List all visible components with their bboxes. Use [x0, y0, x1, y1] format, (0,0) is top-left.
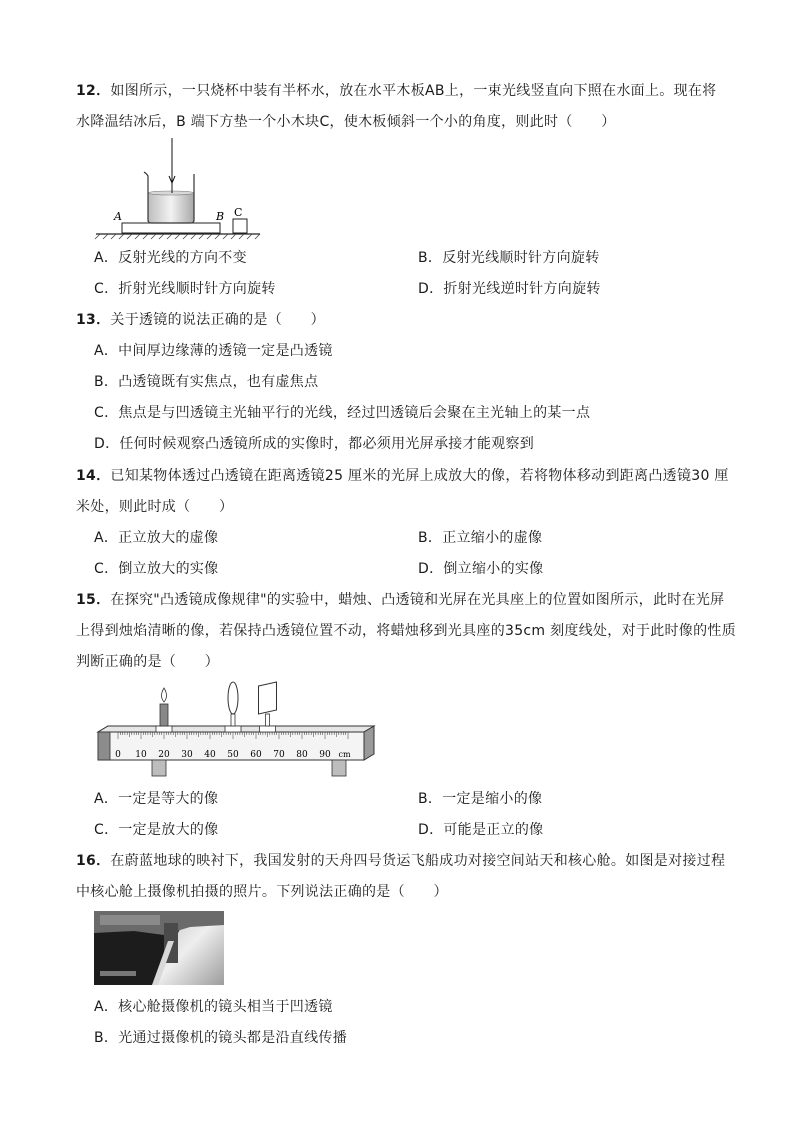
q16-number: 16．	[76, 853, 111, 869]
q15-option-d[interactable]: D．可能是正立的像	[418, 822, 544, 838]
q13-option-a[interactable]: A．中间厚边缘薄的透镜一定是凸透镜	[94, 343, 333, 359]
q14-option-b[interactable]: B．正立缩小的虚像	[418, 530, 543, 546]
scale-label: 20	[158, 750, 170, 760]
q14-line2: 米处，则此时成（ ）	[76, 499, 234, 515]
scale-label: 80	[296, 750, 308, 760]
q15-line3: 判断正确的是（ ）	[76, 654, 219, 670]
q16-line1: 16．在蔚蓝地球的映衬下，我国发射的天舟四号货运飞船成功对接空间站天和核心舱。如图是对接过程	[76, 853, 726, 869]
scale-label: 50	[227, 750, 239, 760]
q12-line2: 水降温结冰后，B 端下方垫一个小木块C，使木板倾斜一个小的角度，则此时（ ）	[76, 114, 616, 130]
q14-option-c[interactable]: C．倒立放大的实像	[94, 561, 219, 577]
scale-label: 60	[250, 750, 262, 760]
q14-number: 14．	[76, 468, 111, 484]
q13-line1: 13．关于透镜的说法正确的是（ ）	[76, 312, 325, 328]
q12-option-d[interactable]: D．折射光线逆时针方向旋转	[418, 281, 601, 297]
scale-label: 40	[204, 750, 216, 760]
q14-option-d[interactable]: D．倒立缩小的实像	[418, 561, 544, 577]
q13-number: 13．	[76, 312, 111, 328]
light-screen	[259, 682, 277, 732]
scale-unit: cm	[338, 750, 351, 759]
scale-label: 0	[115, 750, 121, 760]
scale-label: 70	[273, 750, 285, 760]
q13-option-d[interactable]: D．任何时候观察凸透镜所成的实像时，都必须用光屏承接才能观察到	[94, 436, 535, 452]
q13-option-c[interactable]: C．焦点是与凹透镜主光轴平行的光线，经过凹透镜后会聚在主光轴上的某一点	[94, 405, 591, 421]
scale-label: 90	[319, 750, 331, 760]
q14-line1: 14．已知某物体透过凸透镜在距离透镜25 厘米的光屏上成放大的像，若将物体移动到距离凸透镜30 厘	[76, 468, 729, 484]
q13-option-b[interactable]: B．凸透镜既有实焦点，也有虚焦点	[94, 374, 319, 390]
q12-option-c[interactable]: C．折射光线顺时针方向旋转	[94, 281, 276, 297]
q12-option-a[interactable]: A．反射光线的方向不变	[94, 250, 247, 266]
q12-option-b[interactable]: B．反射光线顺时针方向旋转	[418, 250, 600, 266]
q12-line1: 12．如图所示，一只烧杯中装有半杯水，放在水平木板AB上，一束光线竖直向下照在水面上。现在将	[76, 83, 717, 99]
q12-figure-beaker	[92, 136, 267, 240]
scale-label: 30	[181, 750, 193, 760]
q16-option-a[interactable]: A．核心舱摄像机的镜头相当于凹透镜	[94, 999, 333, 1015]
scale-label: 10	[135, 750, 147, 760]
q16-line2: 中核心舱上摄像机拍摄的照片。下列说法正确的是（ ）	[76, 884, 448, 900]
q12-label-a: A	[114, 210, 122, 223]
q12-number: 12．	[76, 83, 111, 99]
q15-option-b[interactable]: B．一定是缩小的像	[418, 791, 543, 807]
q15-option-a[interactable]: A．一定是等大的像	[94, 791, 219, 807]
q15-number: 15．	[76, 592, 111, 608]
q15-line1: 15．在探究"凸透镜成像规律"的实验中，蜡烛、凸透镜和光屏在光具座上的位置如图所示，此时在光屏	[76, 592, 725, 608]
q12-label-c: C	[234, 206, 243, 219]
q12-label-b: B	[216, 210, 225, 223]
q14-option-a[interactable]: A．正立放大的虚像	[94, 530, 219, 546]
q16-photo-docking	[94, 911, 224, 985]
q15-line2: 上得到烛焰清晰的像，若保持凸透镜位置不动，将蜡烛移到光具座的35cm 刻度线处，对于此时像的性质	[76, 623, 736, 639]
candle	[156, 688, 172, 732]
q16-option-b[interactable]: B．光通过摄像机的镜头都是沿直线传播	[94, 1030, 348, 1046]
q15-figure-optical-bench	[94, 680, 378, 782]
q15-option-c[interactable]: C．一定是放大的像	[94, 822, 219, 838]
convex-lens	[225, 682, 241, 732]
